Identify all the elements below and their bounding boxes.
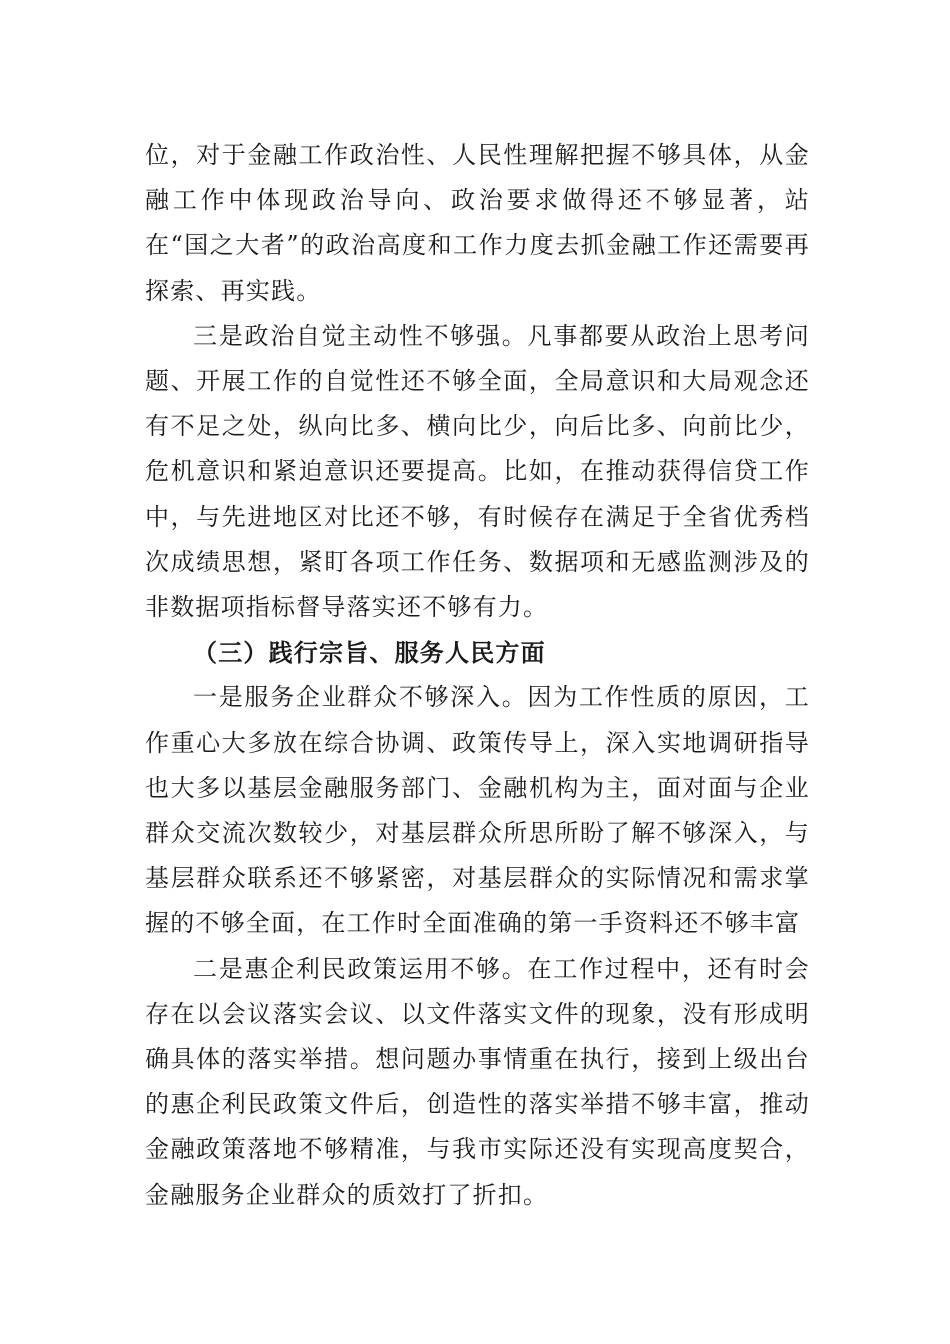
paragraph-political-consciousness: 三是政治自觉主动性不够强。凡事都要从政治上思考问题、开展工作的自觉性还不够全面，全局意识和大局观念还有不足之处，纵向比多、横向比少，向后比多、向前比少，危机意识和紧迫意识还要提高。比如，在推动获得信贷工作中，与先进地区对比还不够，有时候存在满足于全省优秀档次成绩思想，紧盯各项工作任务、数据项和无感监测涉及的非数据项指标督导落实还不够有力。 bbox=[145, 321, 810, 622]
paragraph-serve-enterprises: 一是服务企业群众不够深入。因为工作性质的原因，工作重心大多放在综合协调、政策传导上，深入实地调研指导也大多以基层金融服务部门、金融机构为主，面对面与企业群众交流次数较少，对基层群众所思所盼了解不够深入，与基层群众联系还不够紧密，对基层群众的实际情况和需求掌握的不够全面，在工作时全面准确的第一手资料还不够丰富 bbox=[145, 683, 810, 938]
paragraph-continuation: 位，对于金融工作政治性、人民性理解把握不够具体，从金融工作中体现政治导向、政治要求做得还不够显著，站在“国之大者”的政治高度和工作力度去抓金融工作还需要再探索、再实践。 bbox=[145, 141, 810, 305]
document-body bbox=[145, 133, 810, 1218]
section-heading-serve-people: （三）践行宗旨、服务人民方面 bbox=[193, 638, 546, 668]
paragraph-policy-application: 二是惠企利民政策运用不够。在工作过程中，还有时会存在以会议落实会议、以文件落实文件的现象，没有形成明确具体的落实举措。想问题办事情重在执行，接到上级出台的惠企利民政策文件后，创造性的落实举措不够丰富，推动金融政策落地不够精准，与我市实际还没有实现高度契合，金融服务企业群众的质效打了折扣。 bbox=[145, 954, 810, 1209]
